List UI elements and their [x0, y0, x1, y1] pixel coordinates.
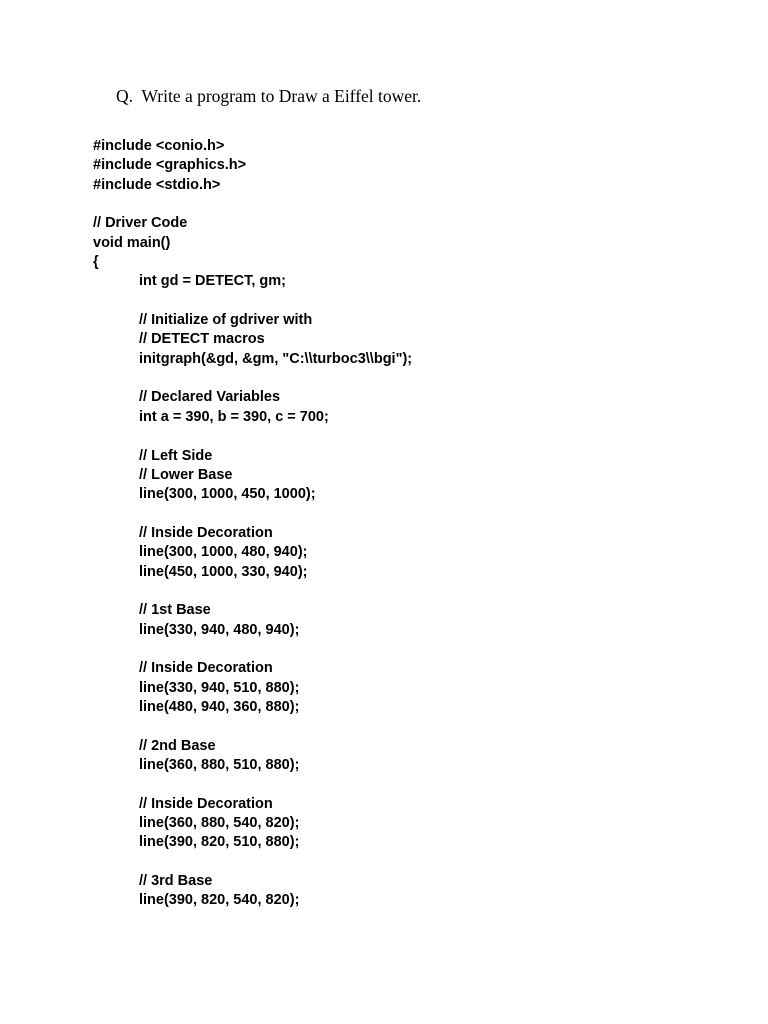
code-line: // Initialize of gdriver with — [139, 312, 313, 329]
code-line: // Declared Variables — [139, 389, 281, 406]
code-line: void main() — [93, 234, 171, 251]
code-line: // Inside Decoration — [139, 660, 273, 677]
code-line: line(390, 820, 510, 880); — [139, 834, 300, 851]
blank-line — [93, 369, 713, 388]
blank-line — [93, 717, 713, 736]
code-line: // 1st Base — [139, 602, 211, 619]
code-line: int a = 390, b = 390, c = 700; — [139, 408, 329, 425]
code-line: line(360, 880, 540, 820); — [139, 815, 300, 832]
code-line: // 2nd Base — [139, 737, 216, 754]
code-line: #include <graphics.h> — [93, 157, 247, 174]
code-line: #include <conio.h> — [93, 138, 225, 154]
code-block — [93, 137, 713, 911]
blank-line — [93, 640, 713, 659]
blank-line — [93, 427, 713, 446]
code-line: // Inside Decoration — [139, 795, 273, 812]
question-heading: Q. Write a program to Draw a Eiffel tower. — [116, 86, 422, 106]
code-line: line(390, 820, 540, 820); — [139, 892, 300, 909]
code-line: // DETECT macros — [139, 331, 265, 348]
blank-line — [93, 853, 713, 872]
code-line: line(330, 940, 480, 940); — [139, 621, 300, 638]
blank-line — [93, 195, 713, 214]
code-line: { — [93, 254, 99, 271]
code-line: initgraph(&gd, &gm, "C:\\turboc3\\bgi"); — [139, 350, 413, 367]
blank-line — [93, 582, 713, 601]
code-line: line(360, 880, 510, 880); — [139, 757, 300, 773]
code-line: // Lower Base — [139, 466, 233, 483]
blank-line — [93, 292, 713, 311]
code-line: line(300, 1000, 450, 1000); — [139, 486, 316, 503]
code-line: int gd = DETECT, gm; — [139, 273, 287, 290]
code-line: // Left Side — [139, 447, 213, 464]
blank-line — [93, 505, 713, 524]
code-line: // Inside Decoration — [139, 524, 273, 541]
blank-line — [93, 775, 713, 794]
code-line: line(450, 1000, 330, 940); — [139, 563, 308, 580]
code-line: // Driver Code — [93, 215, 188, 232]
code-line: line(300, 1000, 480, 940); — [139, 544, 308, 561]
code-line: line(480, 940, 360, 880); — [139, 698, 300, 715]
code-line: // 3rd Base — [139, 873, 213, 890]
code-line: #include <stdio.h> — [93, 176, 221, 193]
code-line: line(330, 940, 510, 880); — [139, 679, 300, 696]
